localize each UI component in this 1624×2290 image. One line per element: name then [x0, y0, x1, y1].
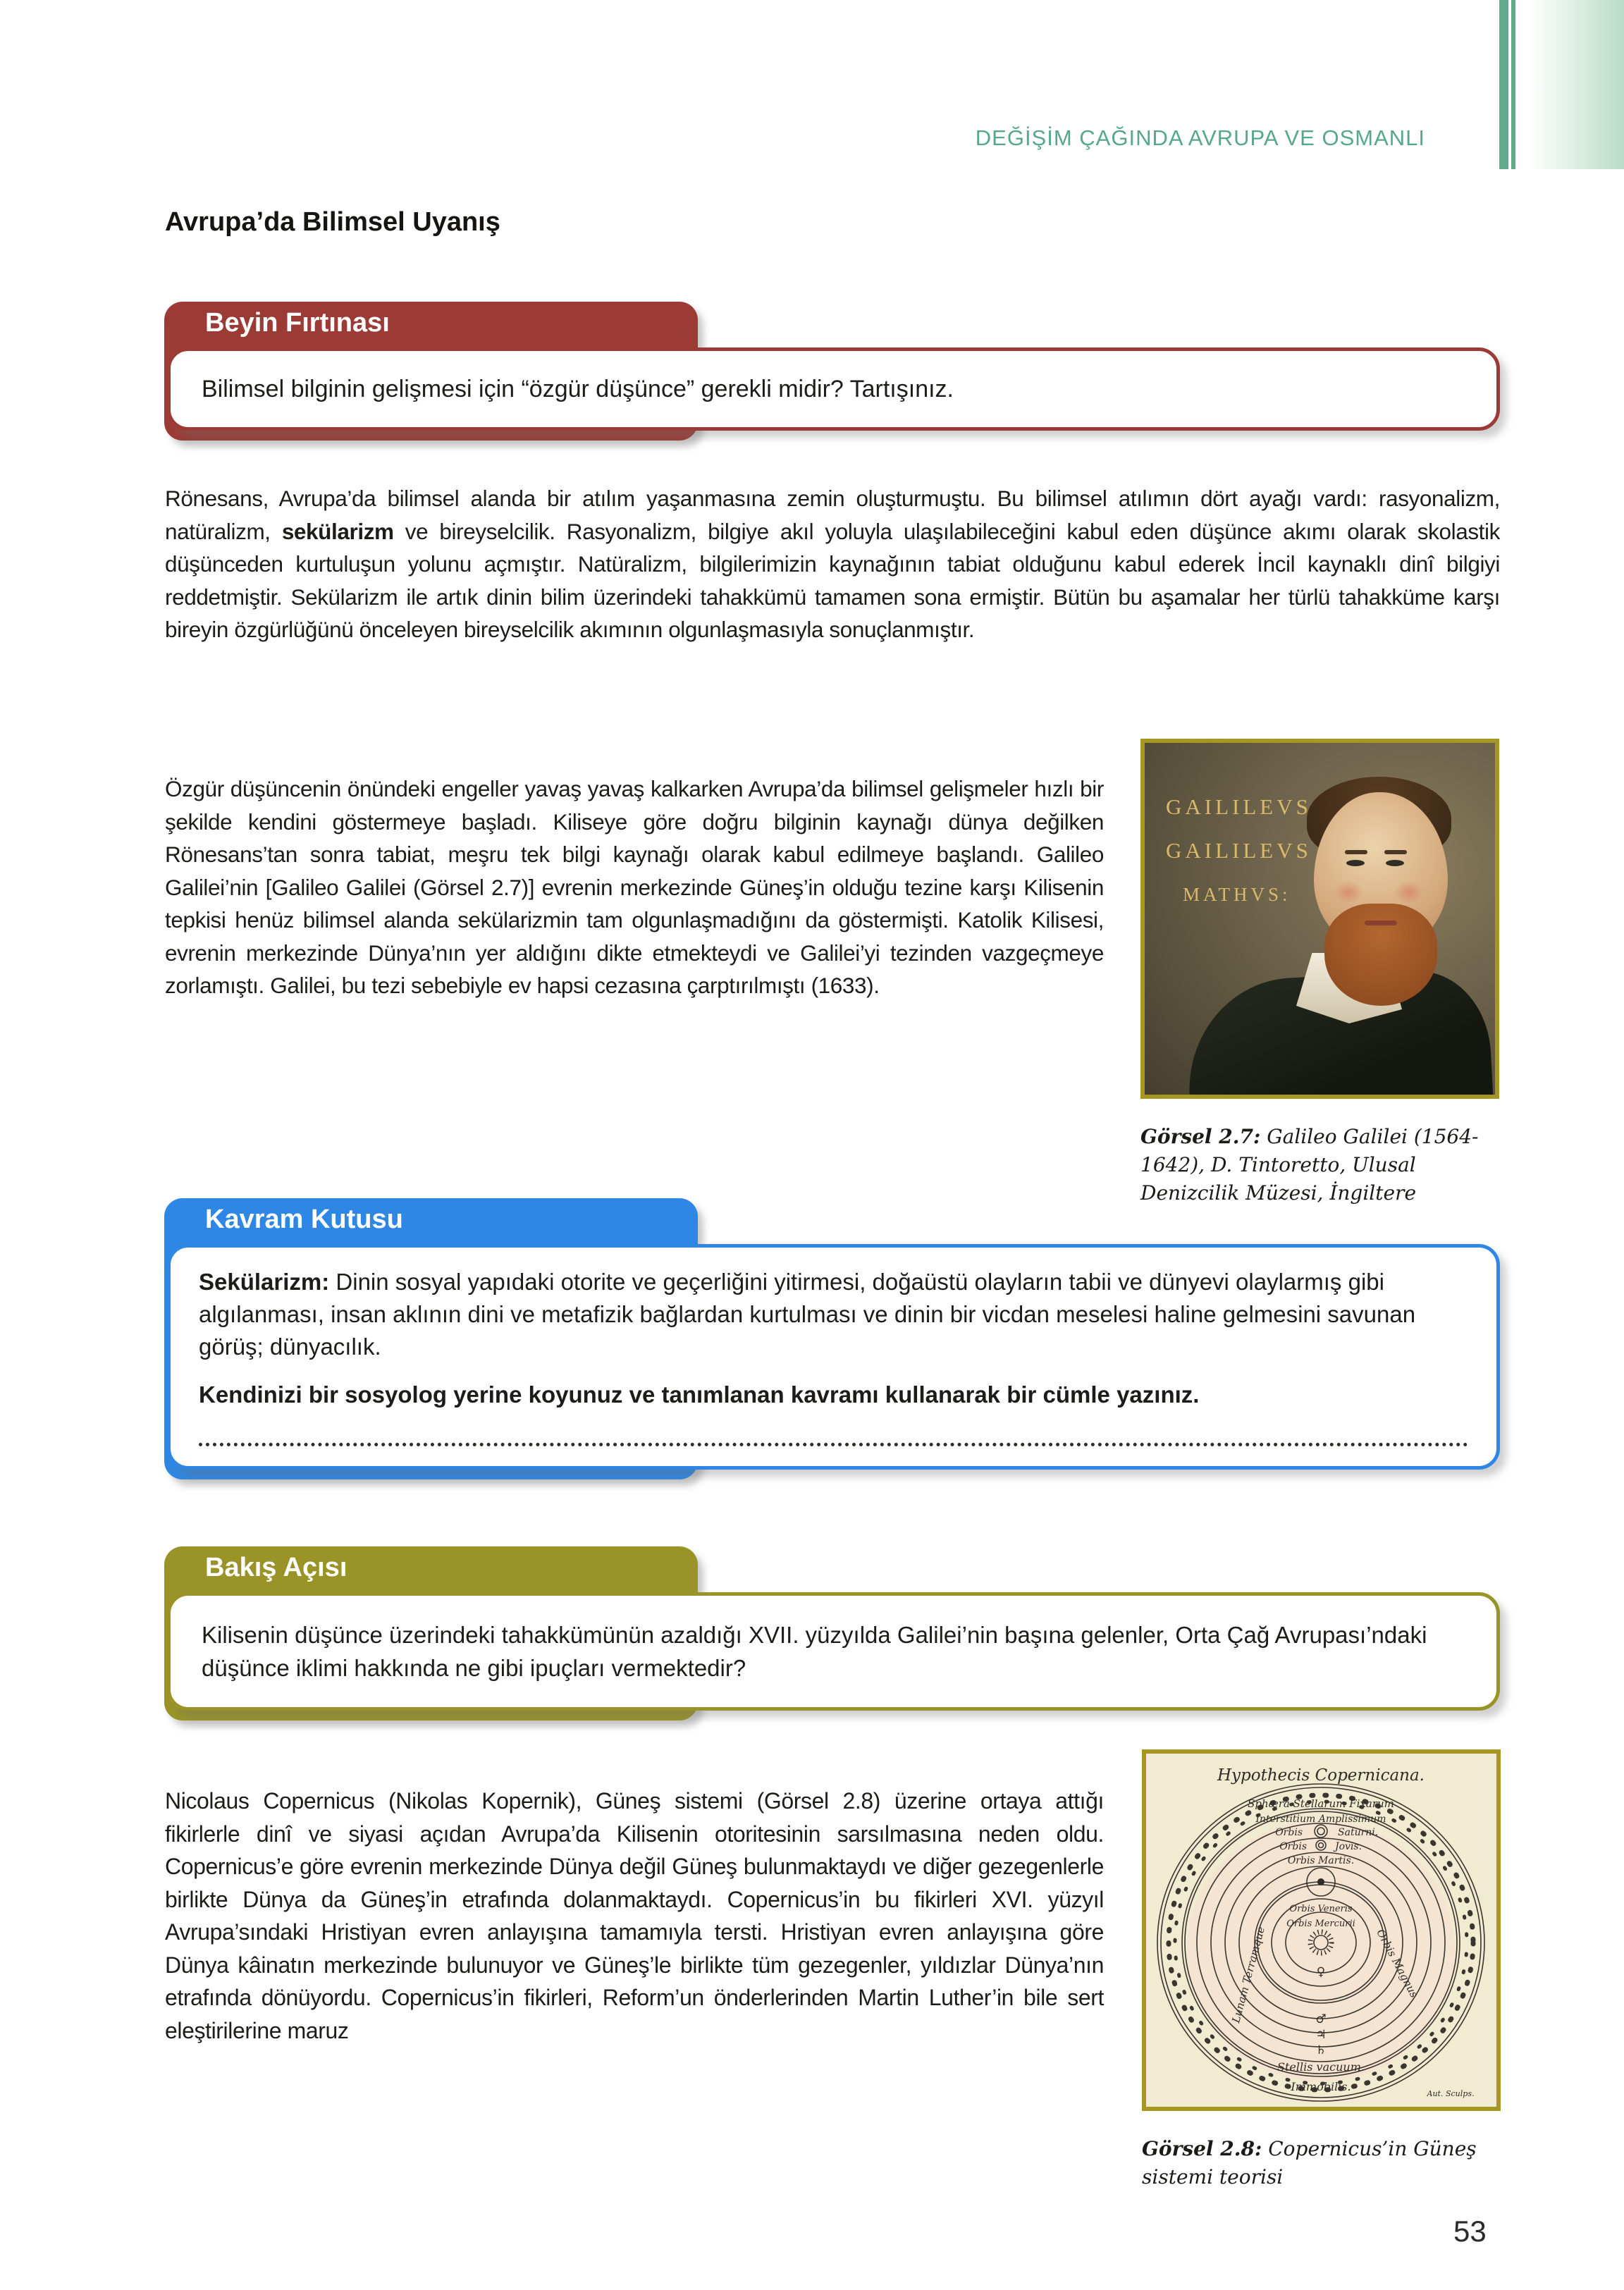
- paragraph-copernicus: Nicolaus Copernicus (Nikolas Kopernik), Güneş sistemi (Görsel 2.8) üzerine ortaya attığı fikirlerle dinî ve siyasi açıdan Avrupa’da Kilisenin otoritesinin sarsılmasına neden oldu. Copernicus’e göre evrenin merkezinde Dünya değil Güneş bulunmaktaydı ve diğer gezegenlerle birlikte Dünya da Güneş’in etrafında dolanmaktaydı. Copernicus’in bu fikirleri XVI. yüzyıl Avrupa’sındaki Hristiyan evren anlayışına tamamıyla tersti. Hristiyan evren anlayışına göre Dünya kâinatın merkezinde bulunuyor ve Güneş’le birlikte tüm gezegenler, yıldızlar Dünya’nın etrafında dönüyordu. Copernicus’in fikirleri, Reform’un önderlerinden Martin Luther’in bile sert eleştirilerine maruz: [165, 1788, 1104, 2043]
- brainstorm-question: Bilimsel bilginin gelişmesi için “özgür düşünce” gerekli midir? Tartışınız.: [202, 376, 954, 402]
- ring-label: Orbis Veneris: [1289, 1904, 1353, 1914]
- concept-definition: [199, 1266, 1468, 1363]
- section-title: Avrupa’da Bilimsel Uyanış: [165, 207, 500, 237]
- decor-bar-thin: [1511, 0, 1515, 169]
- ring-label: Jovis.: [1335, 1841, 1362, 1852]
- galileo-figure: [1140, 739, 1499, 1207]
- ring-label: Sphæra Stellarum Fixarum: [1248, 1797, 1394, 1810]
- portrait-eye: [1346, 860, 1365, 866]
- ring-label: Lunam Terramque: [1229, 1925, 1268, 2024]
- copernicus-diagram-image: [1142, 1749, 1501, 2111]
- inscription-line: GAILILEVS: [1166, 794, 1312, 819]
- paragraph-galileo: Özgür düşüncenin önündeki engeller yavaş yavaş kalkarken Avrupa’da bilimsel gelişmeler hızlı bir şekilde kendini göstermeye başladı. Kiliseye göre doğru bilginin kaynağı dünya değilken Rönesans’tan sonra tabiat, meşru tek bilgi kaynağı olarak kabul edilmeye başlandı. Galileo Galilei’nin [Galileo Galilei (Görsel 2.7)] evrenin merkezinde Güneş’in olduğu tezine karşı Kilisenin tepkisi henüz bilimsel alanda sekülarizmin tam olgunlaşmadığını da göstermişti. Katolik Kilisesi, evrenin merkezinde Dünya’nın yer aldığını dikte etmekteydi ve Galilei’yi tezinden vazgeçmeye zorlamıştı. Galilei, bu tezi sebebiyle ev hapsi cezasına çarptırılmıştı (1633).: [165, 776, 1104, 998]
- page-number: 53: [1453, 2215, 1487, 2248]
- decor-bar-thick: [1499, 0, 1508, 169]
- concept-box: [164, 1198, 1500, 1479]
- copernicus-caption-text: Copernicus’in Güneş sistemi teorisi: [1142, 2137, 1477, 2189]
- mars-symbol-icon: ♂: [1315, 2012, 1327, 2026]
- ring-label: Orbis Martis.: [1287, 1855, 1355, 1866]
- perspective-title: Bakış Açısı: [205, 1553, 347, 1582]
- portrait-beard: [1324, 904, 1437, 1006]
- paragraph1-bold-term: sekülarizm: [281, 518, 394, 544]
- galileo-caption-text: Galileo Galilei (1564-1642), D. Tintoretto, Ulusal Denizcilik Müzesi, İngiltere: [1140, 1125, 1479, 1205]
- ring-label: Stellis vacuum.: [1277, 2060, 1365, 2074]
- ring-label: Saturni.: [1338, 1827, 1379, 1838]
- ring-label: Orbis: [1279, 1841, 1307, 1852]
- answer-dotted-line[interactable]: [199, 1442, 1468, 1446]
- paragraph1-post: ve bireyselcilik. Rasyonalizm, bilgiye akıl yoluyla ulaşılabileceğini kabul eden düşünce akımı olarak skolastik düşünceden kurtuluşun yolunu açmıştır. Natüralizm, bilgilerimizin kaynağının tabiat olduğunu kabul ederek İncil kaynaklı dinî bilgiyi reddetmiştir. Sekülarizm ile artık dinin bilim üzerindeki tahakkümü tamamen sona ermiştir. Bütün bu aşamalar her türlü tahakküme karşı bireyin özgürlüğünü önceleyen bireyselcilik akımının olgunlaşmasıyla sonuçlanmıştır.: [165, 518, 1500, 642]
- perspective-box: [164, 1546, 1500, 1720]
- concept-body: [167, 1244, 1500, 1470]
- galileo-portrait-image: [1140, 739, 1499, 1099]
- perspective-body: [167, 1592, 1500, 1711]
- brainstorm-box: [164, 302, 1500, 441]
- portrait-cheek: [1394, 881, 1424, 904]
- venus-symbol-icon: ♀: [1316, 1965, 1326, 1979]
- ring-label: Immobilis.: [1291, 2080, 1351, 2093]
- chapter-header: DEĞİŞİM ÇAĞINDA AVRUPA VE OSMANLI: [975, 125, 1425, 150]
- portrait-brow: [1345, 850, 1367, 854]
- decor-corner-gradient: [1528, 0, 1624, 169]
- copernicus-caption-label: Görsel 2.8:: [1142, 2137, 1262, 2160]
- concept-definition-text: Dinin sosyal yapıdaki otorite ve geçerliğini yitirmesi, doğaüstü olayların tabii ve dünyevi olaylarmış gibi algılanması, insan aklının dini ve metafizik bağlardan kurtulması ve dinin bir vicdan meselesi haline gelmesini savunan görüş; dünyacılık.: [199, 1269, 1416, 1360]
- concept-title: Kavram Kutusu: [205, 1205, 403, 1234]
- engraver-signature: Aut. Sculps.: [1427, 2089, 1475, 2098]
- copernicus-figure: [1142, 1749, 1501, 2191]
- galileo-caption: [1140, 1123, 1496, 1207]
- copernicus-caption: [1142, 2135, 1498, 2191]
- saturn-symbol-icon: ♄: [1315, 2043, 1327, 2057]
- ring-label: Orbis Magnus: [1374, 1927, 1421, 2000]
- concept-term: Sekülarizm:: [199, 1269, 330, 1295]
- paragraph-renaissance: [165, 482, 1500, 646]
- diagram-title: Hypothecis Copernicana.: [1217, 1766, 1425, 1785]
- ring-label: Interstitium Amplissimum: [1255, 1814, 1386, 1825]
- portrait-cheek: [1334, 881, 1363, 904]
- portrait-eye: [1386, 860, 1404, 866]
- concept-task: Kendinizi bir sosyolog yerine koyunuz ve tanımlanan kavramı kullanarak bir cümle yazınız.: [199, 1381, 1200, 1408]
- brainstorm-body: [167, 347, 1500, 431]
- portrait-mouth: [1365, 921, 1397, 925]
- galileo-caption-label: Görsel 2.7:: [1140, 1125, 1261, 1148]
- portrait-brow: [1384, 850, 1407, 854]
- ring-label: Orbis Mercurii: [1286, 1919, 1355, 1929]
- portrait-inscription: [1166, 785, 1312, 916]
- jupiter-symbol-icon: ♃: [1315, 2028, 1327, 2042]
- paragraph1-pre: Rönesans, Avrupa’da bilimsel alanda bir atılım yaşanmasına zemin oluşturmuştu. Bu bilimsel atılımın dört ayağı vardı: rasyonalizm, natüralizm,: [165, 486, 1500, 544]
- perspective-question: Kilisenin düşünce üzerindeki tahakkümünün azaldığı XVII. yüzyılda Galilei’nin başına gelenler, Orta Çağ Avrupası’ndaki düşünce iklimi hakkında ne gibi ipuçları vermektedir?: [202, 1622, 1427, 1681]
- inscription-line: GAILILEVS: [1166, 838, 1312, 863]
- brainstorm-title: Beyin Fırtınası: [205, 308, 390, 338]
- inscription-line: MATHVS:: [1183, 884, 1291, 905]
- ring-label: Orbis: [1275, 1827, 1303, 1838]
